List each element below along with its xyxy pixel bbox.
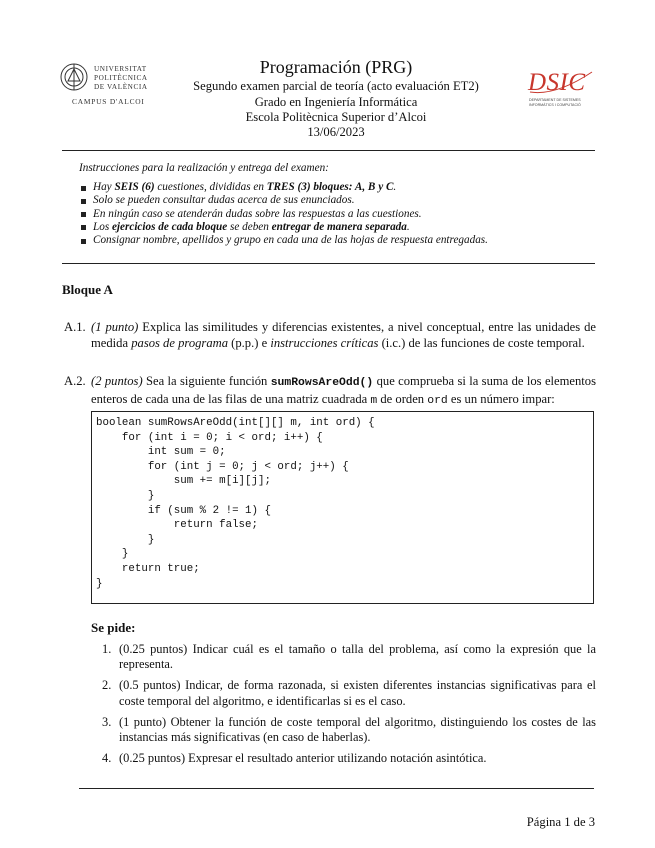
- degree-name: Grado en Ingeniería Informática: [254, 95, 418, 109]
- task-item: 4. (0.25 puntos) Expresar el resultado anterior utilizando notación asintótica.: [102, 751, 487, 766]
- task-item: 1. (0.25 puntos) Indicar cuál es el tamaño o talla del problema, así como la expresión que la representa.: [102, 642, 596, 672]
- course-title: Programación (PRG): [259, 57, 413, 77]
- instruction-item: Solo se pueden consultar dudas acerca de sus enunciados.: [81, 194, 601, 207]
- question-a2-text: (2 puntos) Sea la siguiente función sumRowsAreOdd() que comprueba si la suma de los elementos enteros de cada una de las filas de una matriz cuadrada m de orden ord es un número impar:: [91, 374, 597, 408]
- task-item: 2. (0.5 puntos) Indicar, de forma razonada, si existen diferentes instancias significativas para el coste temporal del algoritmo, e identificarlas si es el caso.: [102, 678, 596, 708]
- block-title: Bloque A: [62, 282, 113, 297]
- dsic-logo-text: DSIC: [528, 69, 586, 96]
- exam-subtitle: Segundo examen parcial de teoría (acto evaluación ET2): [193, 79, 479, 93]
- instruction-item: Los ejercicios de cada bloque se deben entregar de manera separada.: [81, 221, 601, 234]
- upv-logo: [58, 60, 158, 106]
- instructions-list: [81, 181, 601, 247]
- page-number: Página 1 de 3: [526, 815, 595, 829]
- instruction-item: Hay SEIS (6) cuestiones, divididas en TRES (3) bloques: A, B y C.: [81, 181, 601, 194]
- instructions-heading: Instrucciones para la realización y entrega del examen:: [79, 162, 329, 174]
- header-rule: [62, 150, 595, 151]
- dsic-logo: [526, 66, 598, 110]
- dsic-logo-sub-2: INFORMÀTICS I COMPUTACIÓ: [529, 103, 581, 107]
- footer-rule: [79, 788, 594, 789]
- upv-logo-line-3: DE VALÈNCIA: [94, 83, 148, 91]
- upv-logo-line-2: POLITÈCNICA: [94, 74, 148, 82]
- upv-seal-icon: [61, 64, 87, 90]
- instruction-item: Consignar nombre, apellidos y grupo en cada una de las hojas de respuesta entregadas.: [81, 234, 601, 247]
- dsic-logo-sub-1: DEPARTAMENT DE SISTEMES: [529, 98, 581, 102]
- question-number: A.2.: [64, 374, 86, 388]
- tasks-list: [91, 642, 596, 772]
- question-number: A.1.: [64, 320, 86, 334]
- instruction-item: En ningún caso se atenderán dudas sobre las respuestas a las cuestiones.: [81, 208, 601, 221]
- exam-date: 13/06/2023: [307, 125, 365, 139]
- instructions-rule: [62, 263, 595, 264]
- tasks-heading: Se pide:: [91, 620, 136, 635]
- upv-logo-campus: CAMPUS D'ALCOI: [72, 97, 145, 106]
- code-text: boolean sumRowsAreOdd(int[][] m, int ord) { for (int i = 0; i < ord; i++) { int sum = 0; for (int j = 0; j < ord; j++) { sum += m[i][j]; } if (sum % 2 != 1) { return false; } } return true; }: [96, 417, 375, 590]
- school-name: Escola Politècnica Superior d’Alcoi: [245, 110, 427, 124]
- task-item: 3. (1 punto) Obtener la función de coste temporal del algoritmo, distinguiendo los costes de las instancias más significativas (en caso de haberlas).: [102, 714, 596, 745]
- question-a1-text: (1 punto) Explica las similitudes y diferencias existentes, a nivel conceptual, entre las unidades de medida pasos de programa (p.p.) e instrucciones críticas (i.c.) de las funciones de coste temporal.: [91, 320, 596, 351]
- upv-logo-line-1: UNIVERSITAT: [94, 65, 147, 73]
- code-listing: [91, 411, 594, 604]
